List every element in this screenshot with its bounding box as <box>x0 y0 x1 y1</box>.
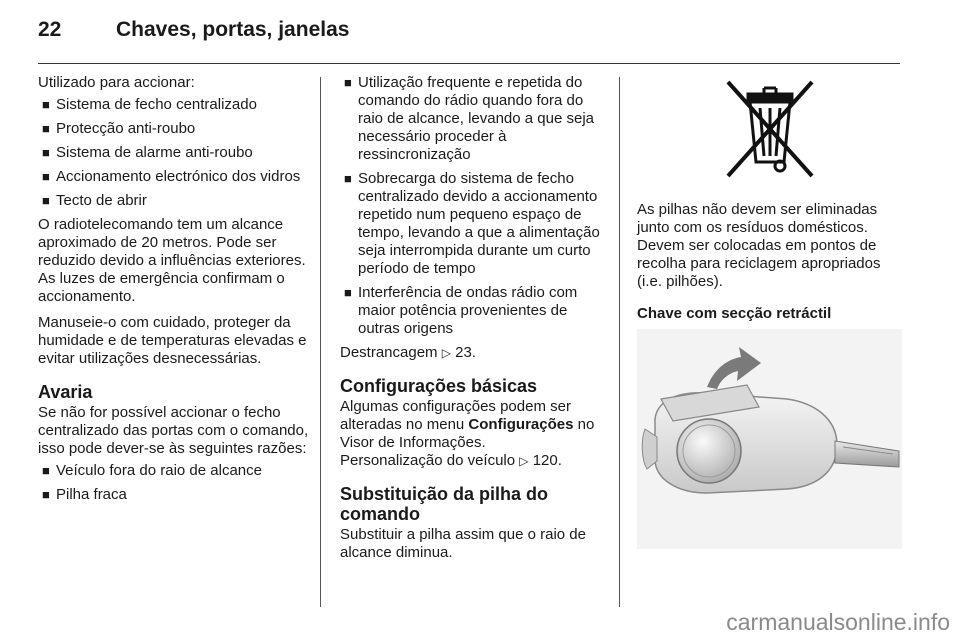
causes-list <box>340 74 605 338</box>
subst-text: Substituir a pilha assim que o raio de alcance diminua. <box>340 526 586 561</box>
config-heading: Configurações básicas <box>340 376 538 396</box>
column-divider-1 <box>320 77 321 607</box>
list-item: ■ Protecção anti-roubo <box>42 120 196 137</box>
bullet-icon: ■ <box>42 193 50 208</box>
bullet-icon: ■ <box>344 75 352 90</box>
subst-heading: Substituição da pilha do comando <box>340 484 549 524</box>
care-paragraph: Manuseie-o com cuidado, proteger da humidade e de temperaturas elevadas e evitar utilizações desnecessárias. <box>38 314 307 367</box>
destrancagem-ref: Destrancagem ▷ 23. <box>340 344 476 361</box>
header-rule <box>38 63 900 64</box>
key-heading: Chave com secção retráctil <box>637 305 832 322</box>
bullet-icon: ■ <box>42 169 50 184</box>
personal-ref: Personalização do veículo ▷ 120. <box>340 452 562 469</box>
list-item: ■ Utilização frequente e repetida do comando do rádio quando fora do raio de alcance, levando a que seja necessário proceder à ressincronização <box>344 74 595 163</box>
key-battery-photo <box>637 329 902 549</box>
list-item: ■ Accionamento electrónico dos vidros <box>42 168 301 185</box>
column-divider-2 <box>619 77 620 607</box>
list-item: ■ Sistema de alarme anti-roubo <box>42 144 253 161</box>
intro-text: Utilizado para accionar: <box>38 74 195 91</box>
chapter-title: Chaves, portas, janelas <box>116 18 350 41</box>
bin-text: As pilhas não devem ser eliminadas junto com os resíduos domésticos. Devem ser colocadas em pontos de recolha para reciclagem apropriados (i.e. pilhões). <box>637 201 881 290</box>
bullet-icon: ■ <box>42 121 50 136</box>
page-link[interactable]: 23. <box>455 344 476 361</box>
avaria-text: Se não for possível accionar o fecho centralizado das portas com o comando, isso pode dever-se às seguintes razões: <box>38 404 309 457</box>
column-3 <box>637 74 902 549</box>
bullet-icon: ■ <box>344 171 352 186</box>
bullet-icon: ■ <box>42 463 50 478</box>
avaria-heading: Avaria <box>38 382 93 402</box>
bullet-icon: ■ <box>42 97 50 112</box>
crossed-out-wheelie-bin-icon <box>637 76 902 187</box>
avaria-list <box>38 462 310 504</box>
bullet-icon: ■ <box>42 145 50 160</box>
right-arrow-ref-icon: ▷ <box>441 346 451 360</box>
page-link[interactable]: 120. <box>532 452 562 469</box>
list-item: ■ Tecto de abrir <box>42 192 147 209</box>
list-item: ■ Interferência de ondas rádio com maior potência provenientes de outras origens <box>344 284 578 337</box>
usage-list <box>38 96 310 210</box>
list-item: ■ Sobrecarga do sistema de fecho centralizado devido a accionamento repetido num pequeno espaço de tempo, levando a que a alimentação seja interrompida durante um curto período de tempo <box>344 170 600 277</box>
column-1 <box>38 74 310 510</box>
bullet-icon: ■ <box>42 487 50 502</box>
list-item: ■ Sistema de fecho centralizado <box>42 96 257 113</box>
watermark: carmanualsonline.info <box>726 609 950 635</box>
page-number: 22 <box>38 18 62 41</box>
right-arrow-ref-icon: ▷ <box>519 454 529 468</box>
config-text: Algumas configurações podem ser alteradas no menu Configurações no Visor de Informações. <box>340 398 595 451</box>
bullet-icon: ■ <box>344 285 352 300</box>
column-2 <box>340 74 605 570</box>
list-item: ■ Pilha fraca <box>42 486 127 503</box>
list-item: ■ Veículo fora do raio de alcance <box>42 462 262 479</box>
menu-name: Configurações <box>468 416 574 433</box>
range-paragraph: O radiotelecomando tem um alcance aproximado de 20 metros. Pode ser reduzido devido a influências exteriores. As luzes de emergência confirmam o accionamento. <box>38 216 306 305</box>
